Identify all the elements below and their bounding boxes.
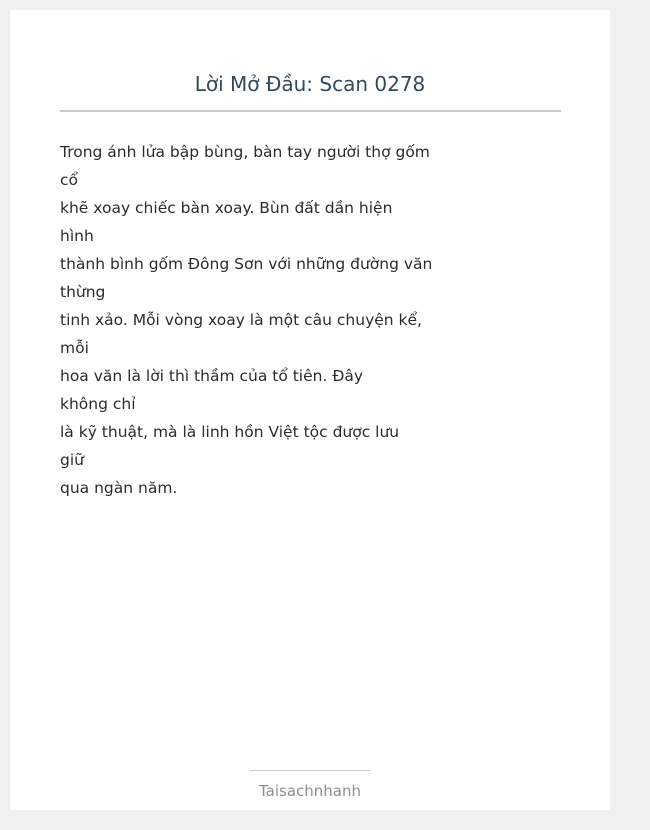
text-line: mỗi	[60, 339, 89, 357]
body-text	[60, 138, 433, 502]
text-line: là kỹ thuật, mà là linh hồn Việt tộc được lưu	[60, 423, 400, 441]
footer-divider	[250, 770, 371, 771]
text-line: giữ	[60, 451, 84, 469]
text-line: thành bình gốm Đông Sơn với những đường văn	[60, 255, 433, 273]
page-title: Lời Mở Đầu: Scan 0278	[194, 72, 426, 96]
text-line: hoa văn là lời thì thầm của tổ tiên. Đây	[60, 367, 364, 385]
footer-text: Taisachnhanh	[258, 782, 362, 800]
title-divider	[60, 110, 561, 112]
text-line: cổ	[60, 171, 79, 189]
document-page	[10, 10, 610, 810]
text-line: không chỉ	[60, 395, 136, 413]
text-line: tinh xảo. Mỗi vòng xoay là một câu chuyện kể,	[60, 311, 422, 329]
text-line: thừng	[60, 283, 106, 301]
text-line: Trong ánh lửa bập bùng, bàn tay người thợ gốm	[60, 143, 430, 161]
text-line: hình	[60, 227, 94, 245]
text-line: qua ngàn năm.	[60, 479, 178, 497]
text-line: khẽ xoay chiếc bàn xoay. Bùn đất dần hiện	[60, 199, 393, 217]
